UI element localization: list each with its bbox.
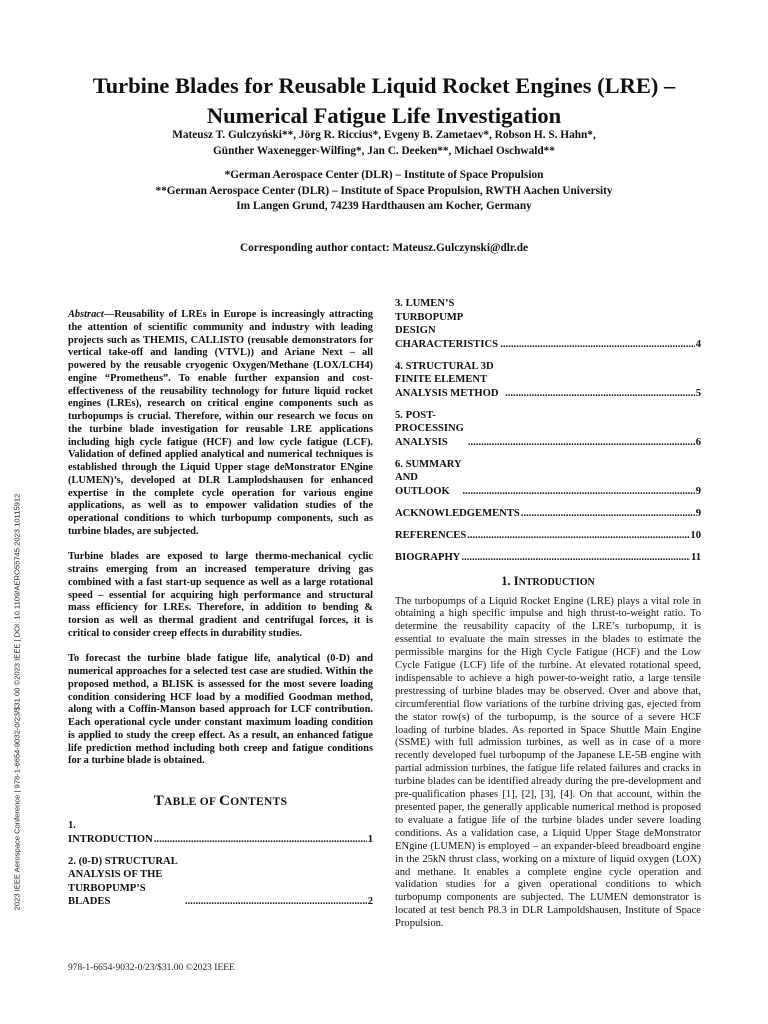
toc-entry[interactable] xyxy=(395,297,701,351)
toc-entry-label: 6. SUMMARY AND OUTLOOK xyxy=(395,458,462,497)
affiliation-line: Im Langen Grund, 74239 Hardthausen am Kocher, Germany xyxy=(236,200,532,212)
toc-entry-page: 10 xyxy=(690,529,701,541)
toc-entry-label: REFERENCES xyxy=(395,529,467,541)
toc-entry[interactable] xyxy=(395,409,701,450)
toc-leader xyxy=(467,529,689,543)
author-line: Günther Waxenegger-Wilfing*, Jan C. Deeken**, Michael Oschwald** xyxy=(213,144,555,157)
toc-leader xyxy=(463,485,695,499)
toc-entry-label: BIOGRAPHY xyxy=(395,551,461,563)
abstract-paragraph: To forecast the turbine blade fatigue life, analytical (0-D) and numerical approaches for a selected test case are studied. Within the proposed method, a BLISK is assessed for the most severe loading condition considering HCF load by a modified Goodman method, along with a Coffin-Manson based approach for LCF contribution. Each operational cycle under constant maximum loading condition is applied to study the creep effect. As a result, an enhanced fatigue life prediction method including both creep and fatigue conditions for a turbine blade is obtained. xyxy=(68,653,373,767)
toc-entry-label: 3. LUMEN’S TURBOPUMP DESIGN CHARACTERISTICS xyxy=(395,298,499,350)
author-list xyxy=(60,128,708,159)
page-footer: 978-1-6654-9032-0/23/$31.00 ©2023 IEEE xyxy=(68,963,235,973)
toc-entry-label: 2. (0-D) STRUCTURAL ANALYSIS OF THE TURBOPUMP’S BLADES xyxy=(68,855,178,907)
toc-entry[interactable] xyxy=(395,458,701,499)
toc-leader xyxy=(461,551,690,565)
affiliation-line: **German Aerospace Center (DLR) – Institute of Space Propulsion, RWTH Aachen University xyxy=(155,184,613,197)
abstract-label: Abstract xyxy=(68,309,104,320)
toc-list-right xyxy=(395,297,701,564)
toc-leader xyxy=(505,387,695,401)
toc-entry-label: 4. STRUCTURAL 3D FINITE ELEMENT ANALYSIS METHOD xyxy=(395,360,499,399)
abstract-text: —Reusability of LREs in Europe is increasingly attracting the attention of scientific community and industry with leading projects such as THEMIS, CALLISTO (reusable demonstrators for vertical take-off and landing (VTVL)) and Ariane Next – all powered by the reusable cryogenic Oxygen/Methane (LOX/LCH4) engine “Prometheus”. To enable further expansion and cost-effectiveness of the reusability technology for future liquid rocket engines (LREs), research on critical engine components such as turbopumps is crucial. Therefore, within our research we focus on the turbine blade investigation for reusable LRE applications including high cycle fatigue (HCF) and low cycle fatigue (LCF). Validation of defined applied analytical and numerical techniques is established through the Liquid Upper stage deMonstrator ENgine (LUMEN)’s, developed at DLR Lamplodshausen for enhanced expertise in the complete cycle operation for various engine applications, as well as to empower validation studies of the operational conditions to which turbopump components, such as turbine blades, are subjected. xyxy=(68,309,373,537)
toc-entry-page: 4 xyxy=(695,338,701,350)
toc-entry-page: 6 xyxy=(695,436,701,448)
affiliation-list xyxy=(60,168,708,215)
section-heading: 1. INTRODUCTION xyxy=(501,573,595,588)
doi-side-text: 2023 IEEE Aerospace Conference | 978-1-6654-9032-0/23/$31.00 ©2023 IEEE | DOI: 10.1109/AERO55745.2023.10115912 xyxy=(12,493,22,911)
toc-entry-page: 9 xyxy=(695,507,701,519)
toc-entry-label: 5. POST-PROCESSING ANALYSIS xyxy=(395,409,464,448)
toc-entry[interactable] xyxy=(395,551,701,565)
toc-entry[interactable] xyxy=(395,507,701,521)
toc-leader xyxy=(468,436,695,450)
toc-entry[interactable] xyxy=(395,529,701,543)
toc-entry[interactable] xyxy=(68,855,373,909)
toc-entry-page: 9 xyxy=(695,485,701,497)
toc-entry[interactable] xyxy=(395,360,701,401)
corresponding-author-contact: Corresponding author contact: Mateusz.Gulczynski@dlr.de xyxy=(239,242,529,254)
toc-leader xyxy=(185,895,367,909)
toc-leader xyxy=(521,507,695,521)
doi-side-banner xyxy=(12,432,22,972)
toc-entry-label: ACKNOWLEDGEMENTS xyxy=(395,507,520,519)
toc-leader xyxy=(500,338,694,352)
toc-entry-page: 1 xyxy=(367,833,373,845)
toc-leader xyxy=(154,833,367,847)
abstract-paragraph: Turbine blades are exposed to large thermo-mechanical cyclic strains emerging from an increased temperature driving gas combined with a fast start-up sequence as well as a large rotational speed – essential for acquiring high performance and structural mass efficiency for LREs. Therefore, in addition to bending & torsion as well as thermal gradient and centrifugal forces, it is critical to consider creep effects in durability studies. xyxy=(68,551,373,639)
abstract-paragraph xyxy=(68,309,373,539)
toc-heading: TABLE OF CONTENTS xyxy=(153,793,288,809)
toc-entry-page: 2 xyxy=(367,896,373,907)
paper-title: Turbine Blades for Reusable Liquid Rocket Engines (LRE) – Numerical Fatigue Life Investigation xyxy=(92,73,676,129)
author-line: Mateusz T. Gulczyński**, Jörg R. Riccius*, Evgeny B. Zametaev*, Robson H. S. Hahn*, xyxy=(172,129,596,141)
affiliation-line: *German Aerospace Center (DLR) – Institute of Space Propulsion xyxy=(224,169,544,181)
introduction-paragraph: The turbopumps of a Liquid Rocket Engine (LRE) plays a vital role in obtaining a high specific impulse and high thrust-to-weight ratio. To determine the reusability capacity of the LRE’s turbopump, it is essential to evaluate the main stresses in the blades to estimate the permissible margins for the High Cycle Fatigue (HCF) and the Low Cycle Fatigue (LCF) life of the turbine. At elevated rotational speed, indispensable to achieve a high power-to-weight ratio, a large tensile prestressing of turbine blades may be observed. Over and above that, circumferential flow variations of the turbine driving gas, ejected from the stator row(s) of the turbopump, is the source of a severe HCF loading of turbine blades. As reported in Space Shuttle Main Engine (SSME) with full admission turbines, as well as in case of a more recently developed fuel turbopump of the Japanese LE-5B engine with partial admission turbines, the fatigue life related failures and cracks in turbine blades can be identified already during the pre-development and pre-qualification phases [1], [2], [3], [4]. On that account, within the presented paper, the generally applicable numerical method is proposed to evaluate a fatigue life of the turbine blades under severe loading conditions. As a validation case, a Liquid Upper Stage deMonstrator ENgine (LUMEN) is employed – an expander-bleed breadboard engine in the 25kN thrust class, working on a mixture of liquid oxygen (LOX) and methane. It enables a complete engine cycle operation and validation studies for a given operational conditions to which turbopump components are subjected. The LUMEN demonstrator is located at test bench P8.3 in DLR Lampoldshausen, Institute of Space Propulsion. xyxy=(395,595,701,930)
toc-entry-page: 5 xyxy=(695,387,701,399)
left-column xyxy=(68,309,373,917)
right-column xyxy=(395,297,701,931)
toc-list-left xyxy=(68,819,373,909)
toc-entry-page: 11 xyxy=(690,551,701,563)
toc-entry[interactable] xyxy=(68,819,373,846)
toc-entry-label: 1. INTRODUCTION xyxy=(68,820,153,845)
